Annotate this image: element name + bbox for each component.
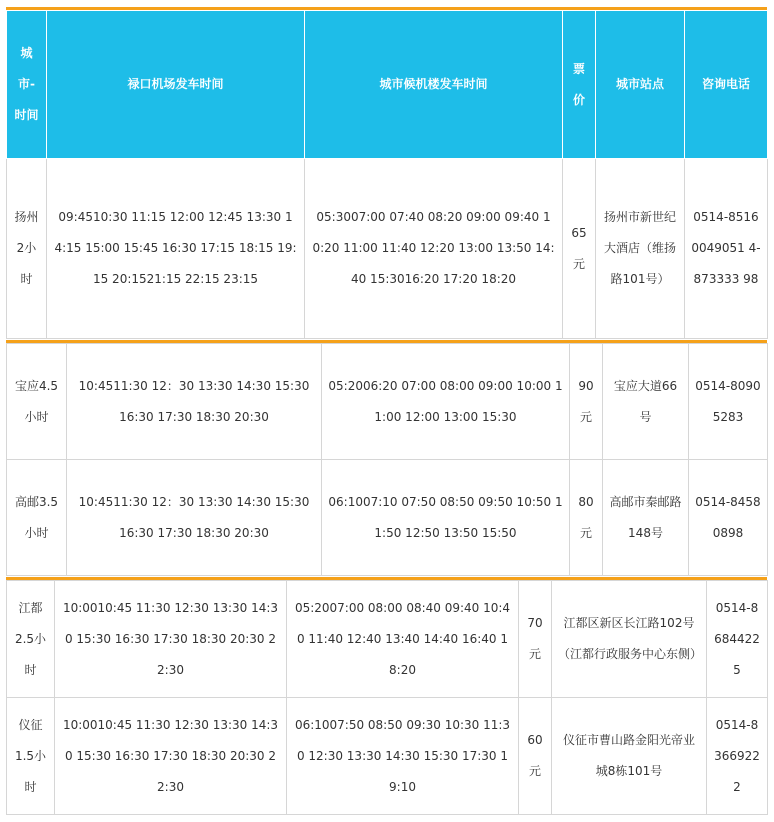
table-row — [7, 581, 768, 698]
table-row — [7, 159, 768, 339]
row-terminal-times: 05:2007:00 08:00 08:40 09:40 10:40 11:40 12:40 13:40 14:40 16:40 18:20 — [287, 581, 519, 698]
header-terminal-times: 城市候机楼发车时间 — [305, 11, 563, 159]
row-fare: 60元 — [519, 698, 552, 815]
schedule-block-3 — [6, 577, 767, 815]
row-station: 仪征市曹山路金阳光帝业城8栋101号 — [552, 698, 707, 815]
row-lukou-times: 10:0010:45 11:30 12:30 13:30 14:30 15:30 16:30 17:30 18:30 20:30 22:30 — [55, 698, 287, 815]
row-terminal-times: 06:1007:10 07:50 08:50 09:50 10:50 11:50 12:50 13:50 15:50 — [322, 460, 570, 576]
row-station: 宝应大道66号 — [603, 344, 689, 460]
row-terminal-times: 06:1007:50 08:50 09:30 10:30 11:30 12:30 13:30 14:30 15:30 17:30 19:10 — [287, 698, 519, 815]
row-station: 江都区新区长江路102号（江都行政服务中心东侧） — [552, 581, 707, 698]
row-fare: 70元 — [519, 581, 552, 698]
table-row — [7, 344, 768, 460]
header-phone: 咨询电话 — [685, 11, 768, 159]
row-station: 扬州市新世纪大酒店（维扬路101号） — [596, 159, 685, 339]
row-fare: 80元 — [570, 460, 603, 576]
table-row — [7, 698, 768, 815]
row-phone: 0514-84580898 — [689, 460, 768, 576]
header-lukou-times: 禄口机场发车时间 — [47, 11, 305, 159]
schedule-block-1 — [6, 7, 767, 339]
row-lukou-times: 10:4511:30 12：30 13:30 14:30 15:30 16:30 17:30 18:30 20:30 — [67, 344, 322, 460]
row-station: 高邮市秦邮路148号 — [603, 460, 689, 576]
row-lukou-times: 10:4511:30 12：30 13:30 14:30 15:30 16:30 17:30 18:30 20:30 — [67, 460, 322, 576]
schedule-table-1 — [6, 10, 768, 339]
row-terminal-times: 05:3007:00 07:40 08:20 09:00 09:40 10:20 11:00 11:40 12:20 13:00 13:50 14:40 15:3016:20 17:20 18:20 — [305, 159, 563, 339]
row-phone: 0514-83669222 — [707, 698, 768, 815]
row-phone: 0514-80905283 — [689, 344, 768, 460]
row-terminal-times: 05:2006:20 07:00 08:00 09:00 10:00 11:00 12:00 13:00 15:30 — [322, 344, 570, 460]
header-row — [7, 11, 768, 159]
table-row — [7, 460, 768, 576]
row-city: 宝应4.5小时 — [7, 344, 67, 460]
row-lukou-times: 09:4510:30 11:15 12:00 12:45 13:30 14:15 15:00 15:45 16:30 17:15 18:15 19:15 20:1521:15 22:15 23:15 — [47, 159, 305, 339]
row-city: 仪征1.5小时 — [7, 698, 55, 815]
row-fare: 90元 — [570, 344, 603, 460]
row-city: 江都2.5小时 — [7, 581, 55, 698]
row-city: 高邮3.5小时 — [7, 460, 67, 576]
header-fare: 票价 — [563, 11, 596, 159]
schedule-block-2 — [6, 340, 767, 576]
row-phone: 0514-86844225 — [707, 581, 768, 698]
row-fare: 65元 — [563, 159, 596, 339]
header-city-time: 城市-时间 — [7, 11, 47, 159]
schedule-table-2 — [6, 343, 768, 576]
row-phone: 0514-85160049051 4-873333 98 — [685, 159, 768, 339]
row-lukou-times: 10:0010:45 11:30 12:30 13:30 14:30 15:30 16:30 17:30 18:30 20:30 22:30 — [55, 581, 287, 698]
row-city: 扬州2小时 — [7, 159, 47, 339]
header-station: 城市站点 — [596, 11, 685, 159]
schedule-table-3 — [6, 580, 768, 815]
